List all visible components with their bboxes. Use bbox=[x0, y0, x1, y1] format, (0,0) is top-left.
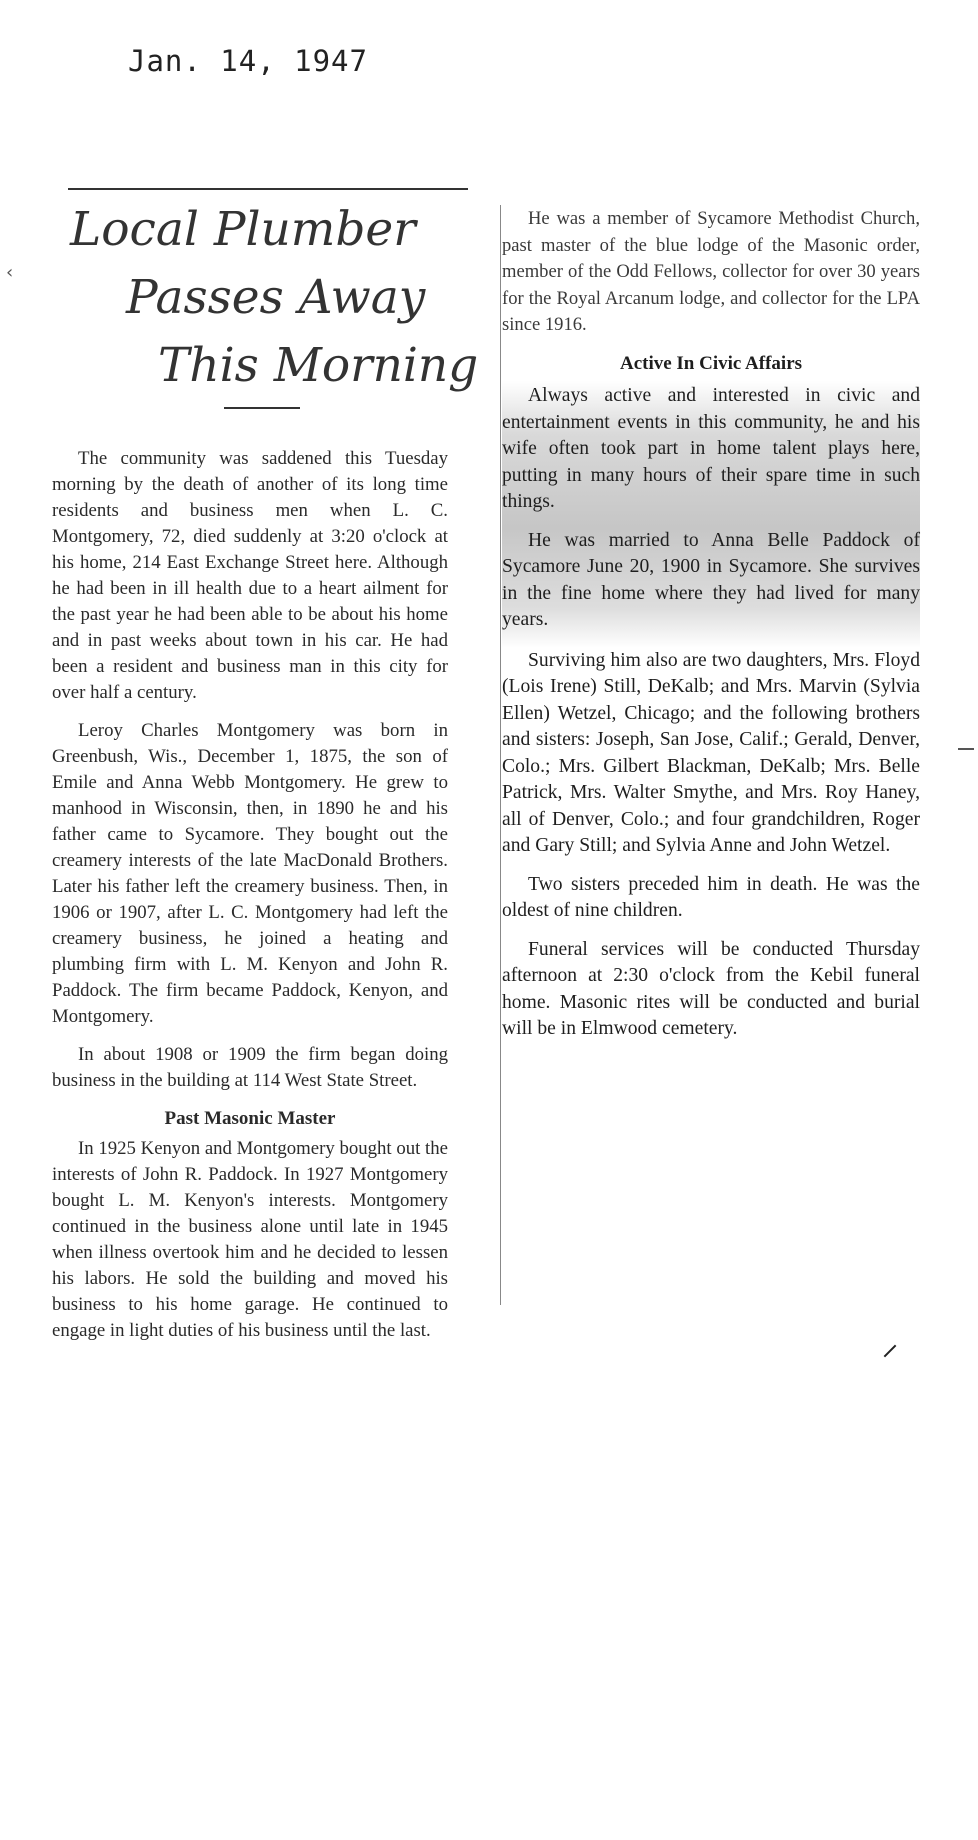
paragraph: Leroy Charles Montgomery was born in Greenbush, Wis., December 1, 1875, the son of Emile and Anna Webb Montgomery. He grew to manhood in Wisconsin, then, in 1890 he and his father came to Sycamore. They bought out the creamery interests of the late MacDonald Brothers. Later his father left the creamery business. Then, in 1906 or 1907, after L. C. Montgomery had left the creamery business, he joined a heating and plumbing firm with L. M. Kenyon and John R. Paddock. The firm became Paddock, Kenyon, and Montgomery. bbox=[52, 720, 448, 1027]
end-mark bbox=[884, 1345, 897, 1358]
margin-dash bbox=[958, 748, 974, 750]
headline-top-rule bbox=[68, 188, 468, 190]
headline bbox=[62, 196, 482, 400]
paragraph: He was married to Anna Belle Paddock of Sycamore June 20, 1900 in Sycamore. She survives in the fine home where they had lived for many years. bbox=[502, 529, 920, 630]
paragraph: In about 1908 or 1909 the firm began doing business in the building at 114 West State Street. bbox=[52, 1044, 448, 1091]
paragraph: The community was saddened this Tuesday morning by the death of another of its long time residents and business men when L. C. Montgomery, 72, died suddenly at 3:20 o'clock at his home, 214 East Exchange Street here. Although he had been in ill health due to a heart ailment for the past year he had been able to be about his home and in past weeks about town in his car. He had been a resident and business man in this city for over half a century. bbox=[52, 448, 448, 703]
headline-line-3: This Morning bbox=[158, 338, 479, 393]
paragraph: Always active and interested in civic and entertainment events in this community, he and his wife often took part in home talent plays here, putting in many hours of their spare time in such things. bbox=[502, 385, 920, 512]
column-divider bbox=[500, 205, 501, 1305]
shaded-region bbox=[502, 381, 920, 648]
headline-line-1: Local Plumber bbox=[70, 202, 416, 257]
subheading-masonic: Past Masonic Master bbox=[164, 1108, 336, 1129]
paragraph: In 1925 Kenyon and Montgomery bought out the interests of John R. Paddock. In 1927 Montgomery bought L. M. Kenyon's interests. Montgomery continued in the business alone until late in 1945 when illness overtook him and he decided to lessen his labors. He sold the building and moved his business to his home garage. He continued to engage in light duties of his business until the last. bbox=[52, 1138, 448, 1341]
subheading-civic: Active In Civic Affairs bbox=[619, 352, 803, 374]
paragraph: Two sisters preceded him in death. He was the oldest of nine children. bbox=[502, 873, 920, 921]
right-column bbox=[502, 206, 920, 1055]
paragraph: Surviving him also are two daughters, Mrs. Floyd (Lois Irene) Still, DeKalb; and Mrs. Marvin (Sylvia Ellen) Wetzel, Chicago; and the following brothers and sisters: Joseph, San Jose, Calif.; Gerald, Denver, Colo.; Mrs. Gilbert Blackman, DeKalb; Mrs. Belle Patrick, Mrs. Walter Smythe, and Mrs. Roy Haney, all of Denver, Colo.; and four grandchildren, Roger and Gary Still; and Sylvia Anne and John Wetzel. bbox=[502, 649, 920, 856]
clipping-date: Jan. 14, 1947 bbox=[128, 44, 368, 78]
headline-line-2: Passes Away bbox=[126, 270, 426, 325]
margin-mark: ‹ bbox=[6, 262, 14, 283]
left-column bbox=[52, 446, 448, 1356]
headline-bottom-rule bbox=[224, 407, 300, 409]
paragraph: He was a member of Sycamore Methodist Church, past master of the blue lodge of the Masonic order, member of the Odd Fellows, collector for over 30 years for the Royal Arcanum lodge, and collector for the LPA since 1916. bbox=[502, 208, 920, 335]
paragraph: Funeral services will be conducted Thursday afternoon at 2:30 o'clock from the Kebil funeral home. Masonic rites will be conducted and burial will be in Elmwood cemetery. bbox=[502, 938, 920, 1039]
